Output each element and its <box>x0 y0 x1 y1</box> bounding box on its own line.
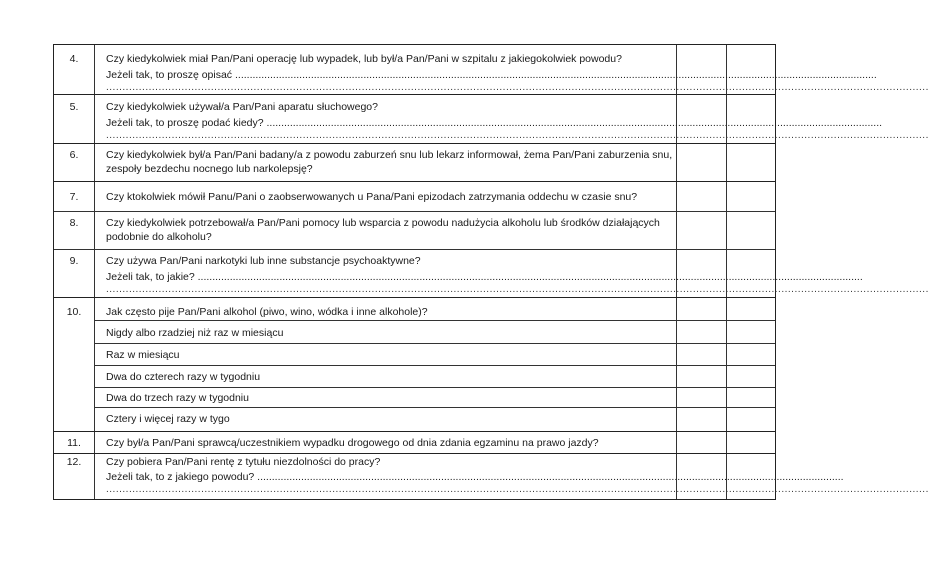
question-number: 12. <box>66 456 82 468</box>
question-text: Jak często pije Pan/Pani alkohol (piwo, wino, wódka i inne alkohole)? <box>106 306 428 318</box>
question-number: 7. <box>69 191 79 203</box>
answer-option-2[interactable]: Raz w miesiącu <box>106 349 180 361</box>
question-text: Czy kiedykolwiek używał/a Pan/Pani aparatu słuchowego? <box>106 101 378 113</box>
question-text: Czy ktokolwiek mówił Panu/Pani o zaobserwowanych u Pana/Pani epizodach zatrzymania oddechu w czasie snu? <box>106 191 638 203</box>
answer-dotted-line[interactable]: ........................................................................................................................................................................................................................................................... <box>106 284 929 295</box>
answer-dotted-line[interactable]: ........................................................................................................................................................................................................................................................... <box>106 484 929 495</box>
question-text: Czy kiedykolwiek miał Pan/Pani operację lub wypadek, lub był/a Pan/Pani w szpitalu z jakiegokolwiek powodu? <box>106 53 622 65</box>
question-number: 4. <box>69 53 79 65</box>
question-number: 8. <box>69 217 79 229</box>
answer-option-3[interactable]: Dwa do czterech razy w tygodniu <box>106 371 261 383</box>
question-number: 5. <box>69 101 79 113</box>
question-number: 9. <box>69 255 79 267</box>
question-text-line-2: podobnie do alkoholu? <box>106 231 212 243</box>
answer-option-5[interactable]: Cztery i więcej razy w tygo <box>106 413 230 425</box>
question-text: Czy pobiera Pan/Pani rentę z tytułu niezdolności do pracy? <box>106 456 381 468</box>
answer-option-1[interactable]: Nigdy albo rzadziej niż raz w miesiącu <box>106 327 284 339</box>
answer-option-4[interactable]: Dwa do trzech razy w tygodniu <box>106 392 249 404</box>
question-followup: Jeżeli tak, to proszę podać kiedy? ................................................................................................................................................................................................................... <box>106 117 883 129</box>
question-text-line-1: Czy kiedykolwiek potrzebował/a Pan/Pani pomocy lub wsparcia z powodu nadużycia alkoholu lub środków działających <box>106 217 660 229</box>
question-followup: Jeżeli tak, to z jakiego powodu? ......................................................................................................................................................................................................... <box>106 471 844 483</box>
question-text-line-1: Czy kiedykolwiek był/a Pan/Pani badany/a z powodu zaburzeń snu lub lekarz informował, żema Pan/Pani zaburzenia snu, <box>106 149 673 161</box>
question-number: 10. <box>66 306 82 318</box>
question-followup: Jeżeli tak, to jakie? .................................................................................................................................................................................................................................... <box>106 271 863 283</box>
question-text: Czy używa Pan/Pani narkotyki lub inne substancje psychoaktywne? <box>106 255 421 267</box>
answer-dotted-line[interactable]: ........................................................................................................................................................................................................................................................... <box>106 82 929 93</box>
questionnaire-table <box>53 44 929 500</box>
question-number: 6. <box>69 149 79 161</box>
answer-dotted-line[interactable]: ........................................................................................................................................................................................................................................................... <box>106 130 929 141</box>
question-text: Czy był/a Pan/Pani sprawcą/uczestnikiem wypadku drogowego od dnia zdania egzaminu na prawo jazdy? <box>106 437 599 449</box>
question-followup: Jeżeli tak, to proszę opisać ............................................................................................................................................................................................................................ <box>106 69 877 81</box>
question-number: 11. <box>67 437 81 449</box>
question-text-line-2: zespoły bezdechu nocnego lub narkolepsję? <box>106 163 313 175</box>
